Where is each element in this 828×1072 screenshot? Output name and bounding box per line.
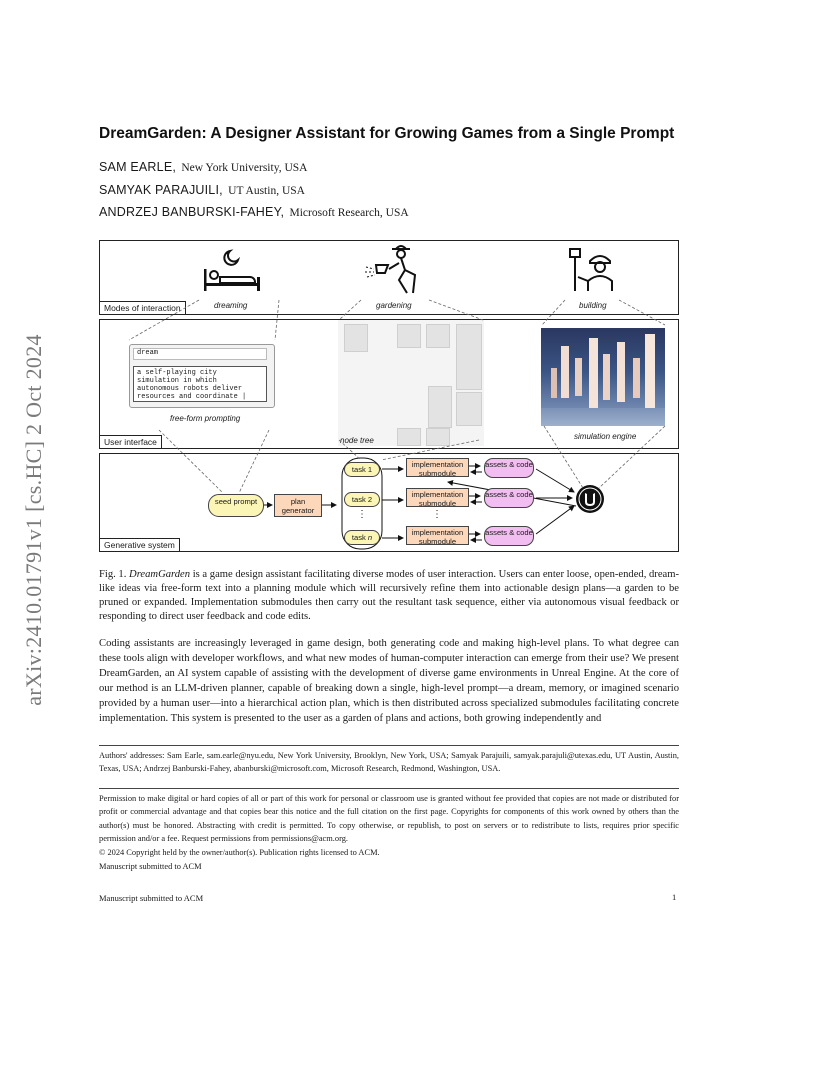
authors-addresses: Authors' addresses: Sam Earle, sam.earle@nyu.edu, New York University, Brooklyn, New York, USA; Samyak Parajuili, samyak.parajuli@utexas.edu, UT Austin, Austin, Texas, USA; Andrzej Banburski-Fahey, abanburski@microsoft.com, Microsoft Research, Redmond, Washington, USA. xyxy=(99,751,679,774)
seed-prompt-node: seed prompt xyxy=(208,494,264,517)
abstract-paragraph: Coding assistants are increasingly leveraged in game design, both generating code and making high-level plans. To what degree can these tools align with developer workflows, and what new modes of human-computer interaction can emerge from their use? We present DreamGarden, an AI system capable of assisting with the development of diverse game environments in Unreal Engine. At the core of our method is an LLM-driven planner, capable of breaking down a single, high-level prompt—a dream, memory, or imagined scenario provided by a human user—into a hierarchical action plan, which is then distributed across specialized submodules facilitating concrete implementation. This system is presented to the user as a garden of plans and actions, both growing independently and xyxy=(99,638,679,724)
divider-line xyxy=(99,788,679,789)
assets-code-n: assets & code xyxy=(484,526,534,546)
submodule-ellipsis: ⋮ xyxy=(432,509,442,520)
task-1-node: task 1 xyxy=(344,462,380,477)
node-tree-label: node tree xyxy=(340,436,374,445)
arxiv-stamp xyxy=(14,270,54,770)
page-number: 1 xyxy=(672,892,677,902)
assets-code-2: assets & code xyxy=(484,488,534,508)
caption-fig-label: Fig. 1. xyxy=(99,569,127,580)
building-label: building xyxy=(579,301,607,310)
arxiv-stamp-text: arXiv:2410.01791v1 [cs.HC] 2 Oct 2024 xyxy=(21,334,46,706)
figure-1 xyxy=(99,240,679,553)
author-name: ANDRZEJ BANBURSKI-FAHEY, xyxy=(99,205,285,219)
permission-notice: Permission to make digital or hard copies of all or part of this work for personal or classroom use is granted without fee provided that copies are not made or distributed for profit or commercial advantage and that copies bear this notice and the full citation on the first page. Copyrights for components of this work owned by others than the author(s) must be honored. Abstracting with credit is permitted. To copy otherwise, or republish, to post on servers or to redistribute to lists, requires prior specific permission and/or a fee. Request permissions from permissions@acm.org. xyxy=(99,794,679,843)
plan-generator-node: plan generator xyxy=(274,494,322,517)
author-affiliation: UT Austin, USA xyxy=(228,185,305,197)
dashed-connectors xyxy=(99,240,679,553)
implementation-submodule-n: implementation submodule xyxy=(406,526,469,545)
task-n-var: n xyxy=(367,533,373,542)
assets-code-1: assets & code xyxy=(484,458,534,478)
author-affiliation: Microsoft Research, USA xyxy=(289,207,409,219)
free-form-label: free-form prompting xyxy=(170,414,241,423)
figure-caption xyxy=(99,568,679,624)
paper-title: DreamGarden: A Designer Assistant for Growing Games from a Single Prompt xyxy=(99,125,675,142)
author-name: SAMYAK PARAJUILI, xyxy=(99,183,223,197)
generative-panel-label: Generative system xyxy=(100,538,180,551)
task-n-prefix: task xyxy=(351,533,368,542)
caption-text: is a game design assistant facilitating diverse modes of user interaction. Users can enter loose, open-ended, dream-like ideas via free-form text into a planning module which will recursively refine them into actionable design plans—a garden to be pruned or expanded. Implementation submodules then carry out the resultant task sequence, either via autonomous visual feedback or responding to direct user feedback and code edits. xyxy=(99,569,680,622)
dreaming-label: dreaming xyxy=(214,301,248,310)
task-2-node: task 2 xyxy=(344,492,380,507)
dream-field[interactable]: dream xyxy=(133,348,267,360)
author-3 xyxy=(99,205,409,219)
manuscript-note: Manuscript submitted to ACM xyxy=(99,862,202,871)
author-affiliation: New York University, USA xyxy=(181,162,308,174)
modes-panel-label: Modes of interaction xyxy=(100,301,186,314)
simulation-engine-label: simulation engine xyxy=(574,432,637,441)
copyright-notice: © 2024 Copyright held by the owner/author(s). Publication rights licensed to ACM. xyxy=(99,848,380,857)
dream-textarea[interactable]: a self-playing city simulation in which autonomous robots deliver resources and coordinate | xyxy=(133,366,267,402)
divider-line xyxy=(99,745,679,746)
author-name: SAM EARLE, xyxy=(99,160,177,174)
implementation-submodule-2: implementation submodule xyxy=(406,488,469,507)
task-ellipsis: ⋮ xyxy=(357,509,367,520)
implementation-submodule-1: implementation submodule xyxy=(406,458,469,477)
ui-panel-label: User interface xyxy=(100,435,162,448)
caption-system-name: DreamGarden xyxy=(129,569,191,580)
author-2 xyxy=(99,183,305,197)
author-1 xyxy=(99,160,307,174)
footer-left: Manuscript submitted to ACM xyxy=(99,893,204,903)
gardening-label: gardening xyxy=(376,301,412,310)
